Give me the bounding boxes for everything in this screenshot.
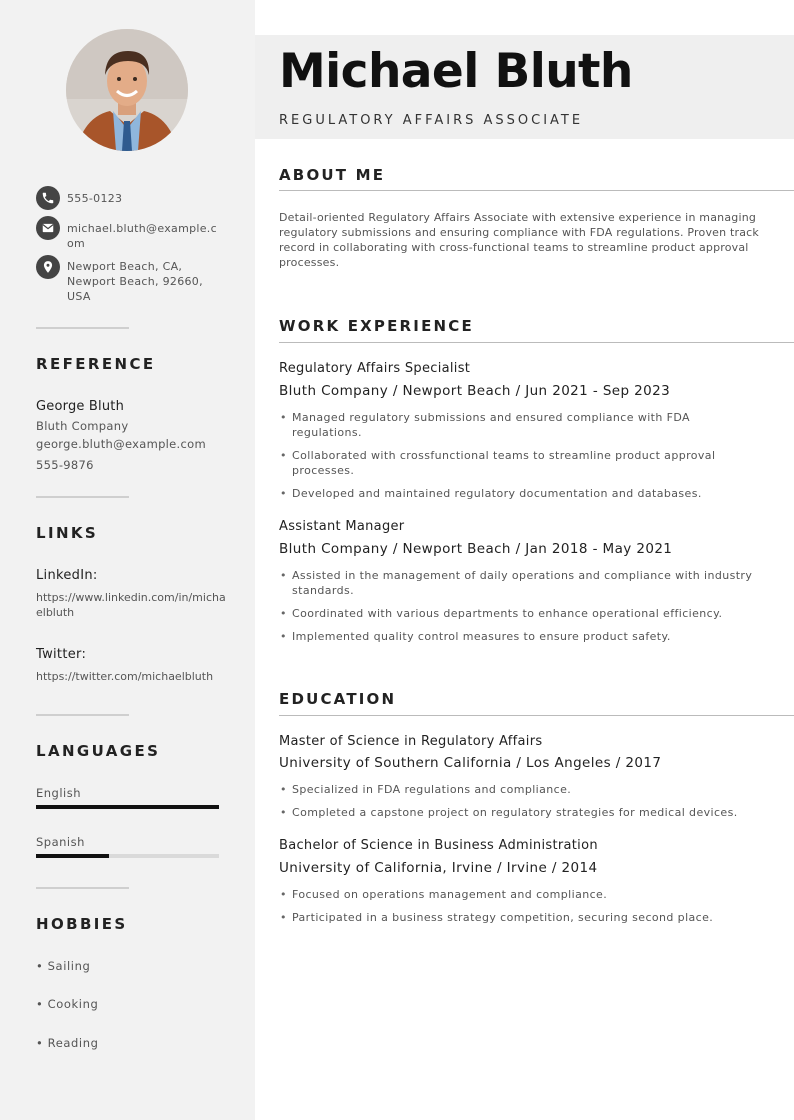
sidebar-divider	[36, 887, 129, 889]
map-pin-icon	[36, 255, 60, 279]
linkedin-link[interactable]: https://www.linkedin.com/in/michaelbluth	[36, 591, 226, 619]
language-level-fill	[36, 854, 109, 858]
envelope-icon	[36, 216, 60, 240]
list-item: • Focused on operations management and compliance.	[279, 887, 759, 902]
language-name: English	[36, 786, 82, 800]
degree-details: University of Southern California / Los Angeles / 2017	[279, 755, 662, 771]
twitter-link[interactable]: https://twitter.com/michaelbluth	[36, 670, 214, 683]
hobby-item: • Reading	[36, 1036, 99, 1050]
degree-bullets	[279, 782, 759, 820]
job-details: Bluth Company / Newport Beach / Jun 2021 - Sep 2023	[279, 383, 671, 399]
hobby-item: • Sailing	[36, 959, 91, 973]
list-item: • Managed regulatory submissions and ensured compliance with FDA regulations.	[279, 410, 759, 440]
email-text[interactable]: michael.bluth@example.com	[67, 222, 217, 250]
job-details: Bluth Company / Newport Beach / Jan 2018 - May 2021	[279, 541, 673, 557]
phone-icon	[36, 186, 60, 210]
list-item: • Coordinated with various departments to enhance operational efficiency.	[279, 606, 759, 621]
hobby-label: Cooking	[47, 997, 99, 1011]
list-item: • Developed and maintained regulatory documentation and databases.	[279, 486, 759, 501]
twitter-label: Twitter:	[36, 647, 87, 662]
reference-phone: 555-9876	[36, 458, 94, 472]
avatar	[66, 29, 188, 151]
list-item: • Assisted in the management of daily operations and compliance with industry standards.	[279, 568, 759, 598]
sidebar-divider	[36, 714, 129, 716]
job-title-subtitle: REGULATORY AFFAIRS ASSOCIATE	[279, 113, 584, 128]
job-title: Assistant Manager	[279, 519, 405, 534]
about-text: Detail-oriented Regulatory Affairs Associate with extensive experience in managing regulatory submissions and ensuring compliance with FDA regulations. Proven track record in collaborating with cross-functional teams to streamline product approval processes.	[279, 211, 759, 269]
degree-title: Master of Science in Regulatory Affairs	[279, 734, 543, 749]
degree-title: Bachelor of Science in Business Administration	[279, 838, 598, 853]
job-title: Regulatory Affairs Specialist	[279, 361, 471, 376]
list-item: • Participated in a business strategy competition, securing second place.	[279, 910, 759, 925]
sidebar-divider	[36, 327, 129, 329]
reference-company: Bluth Company	[36, 419, 129, 433]
contact-phone	[36, 186, 219, 210]
reference-heading: REFERENCE	[36, 355, 156, 373]
hobbies-heading: HOBBIES	[36, 915, 128, 933]
languages-heading: LANGUAGES	[36, 742, 161, 760]
reference-email[interactable]: george.bluth@example.com	[36, 437, 206, 451]
job-bullets	[279, 410, 759, 501]
sidebar	[0, 0, 255, 1120]
reference-name: George Bluth	[36, 399, 125, 414]
about-heading: ABOUT ME	[279, 166, 386, 184]
hobby-item: • Cooking	[36, 997, 99, 1011]
language-level-bar	[36, 805, 219, 809]
job-bullets	[279, 568, 759, 644]
section-rule	[279, 715, 794, 716]
education-heading: EDUCATION	[279, 690, 397, 708]
language-level-bar	[36, 854, 219, 858]
links-heading: LINKS	[36, 524, 99, 542]
contact-address	[36, 255, 207, 304]
address-text: Newport Beach, CA, Newport Beach, 92660, USA	[67, 260, 203, 303]
hobby-label: Sailing	[47, 959, 91, 973]
sidebar-divider	[36, 496, 129, 498]
linkedin-label: LinkedIn:	[36, 568, 98, 583]
list-item: • Completed a capstone project on regulatory strategies for medical devices.	[279, 805, 759, 820]
phone-text: 555-0123	[67, 192, 123, 205]
list-item: • Collaborated with crossfunctional teams to streamline product approval processes.	[279, 448, 759, 478]
section-rule	[279, 342, 794, 343]
language-name: Spanish	[36, 835, 85, 849]
contact-email	[36, 216, 219, 251]
language-level-fill	[36, 805, 219, 809]
degree-details: University of California, Irvine / Irvine / 2014	[279, 860, 598, 876]
degree-bullets	[279, 887, 759, 925]
experience-heading: WORK EXPERIENCE	[279, 317, 474, 335]
hobby-label: Reading	[47, 1036, 99, 1050]
list-item: • Specialized in FDA regulations and compliance.	[279, 782, 759, 797]
section-rule	[279, 190, 794, 191]
page-title: Michael Bluth	[279, 44, 633, 99]
list-item: • Implemented quality control measures to ensure product safety.	[279, 629, 759, 644]
